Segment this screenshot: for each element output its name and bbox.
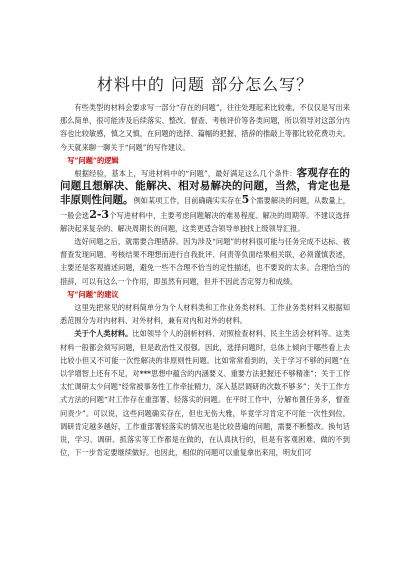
redacted-mark: *** <box>139 369 151 379</box>
suggestion-paragraph-1: 这里先把常见的材料简单分为个人材料类和工作业务类材料。工作业务类材料又根据知悉范围分为对内材料、对外材料，兼有对内和对外的材料。 <box>60 303 350 326</box>
personal-materials-lead: 关于个人类材料。 <box>74 329 133 339</box>
section-heading-suggestions: 写“问题”的建议 <box>67 289 119 299</box>
document-title: 材料中的 问题 部分怎么写？ <box>96 75 314 94</box>
logic-paragraph-1 <box>60 167 350 235</box>
logic-text-d: 个写进材料中，主要考虑问题解决的难易程度、解决的周期等。不建议选择解决起来复杂的、解决周期长的问题，这类更适合领导单独找上级领导汇报。 <box>60 210 350 233</box>
logic-text-a: 根据经验，基本上，写进材料中的“问题”，最好满足这么几个条件： <box>74 169 297 179</box>
section-heading-logic: 写“问题”的逻辑 <box>67 155 119 165</box>
logic-text-b: 例如某项工作，目前确确实实存在 <box>133 196 242 206</box>
logic-number-5: 5 <box>241 193 250 207</box>
personal-materials-text-2: 思想中蕴含的内涵要义、重要方法把握还不够精准”；关于工作太忙调研太少问题“经常被事务性工作牵扯精力，深入基层调研的次数不够多”；关于工作方式方法的问题“对工作存在重部署、轻落实的问题。在平时工作中，分解布置任务多，督查问责少”。可以说，这些问题确实存在，但也无伤大雅，毕竟学习肯定不可能一次性到位，调研肯定越多越好，工作重部署轻落实的情况也是比较普遍的问题，需要不断整改。换句话说，学习、调研、抓落实等工作都是在做的，在认真执行的，但是有客观困难，做的不到位，下一步肯定要继续做好。也因此，相似的问题可以重复拿出来用，明友们可 <box>60 369 350 458</box>
logic-highlight: 客观存在的问题且想解决、能解决、相对易解决的问题，当然，肯定也是非原则性问题。 <box>60 167 351 207</box>
suggestion-paragraph-2 <box>60 327 350 459</box>
logic-number-2-3: 2-3 <box>89 207 110 221</box>
logic-text-c: 个需要解决的问题，从数量上，一般会选 <box>60 196 350 220</box>
personal-materials-text: 比如领导个人的剖析材料、对照检查材料、民主生活会材料等。这类材料一般都会须写问题，但是政治性又很强。因此，选择问题时，总体上倾向于哪些看上去比较小但又不可能一次性解决的非原则性问题。比如常常看到的，关于学习不够的问题“在以学增智上还有不足，对 <box>60 329 350 379</box>
logic-paragraph-2: 选好问题之后，就需要合理措辞。因为涉及“问题”的材料很可能与任务完成不达标、被督查发现问题、考核结果不理想而进行自我批评、问责等负面结果相关联，必须谨慎表述，主要还是客观描述问题，避免一些不合理不恰当的定性描述，也不要说的太多。合理恰当的措辞，可以有这么一个作用，即虽然有问题，但并不因此否定努力和成绩。 <box>60 237 350 286</box>
intro-paragraph: 有些类型的材料会要求写一部分“存在的问题”，往往处理起来比较难，不仅仅是写出来那么简单，很可能涉及后续落实、整改、督查、考核评价等各类问题，所以领导对这部分内容也比较敏感，慎之又慎，在问题的选择、篇幅的把握、措辞的推敲上等都比较花费功夫。今天就来聊一聊关于“问题”的写作建议。 <box>60 103 350 152</box>
